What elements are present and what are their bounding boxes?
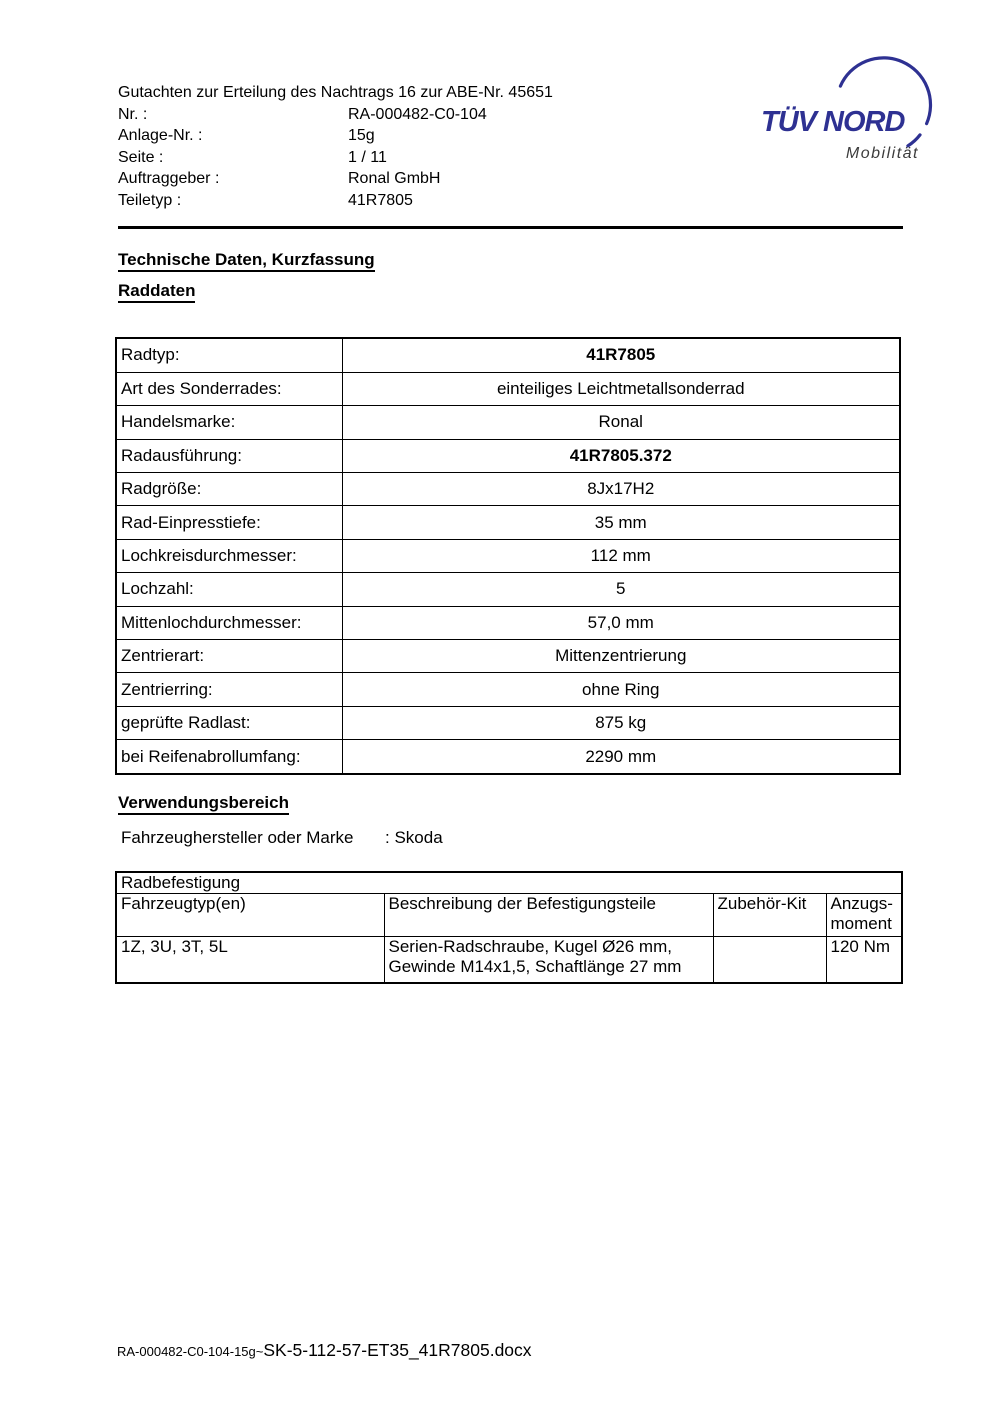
footer-prefix: RA-000482-C0-104-15g~ (117, 1344, 264, 1359)
row-value: 8Jx17H2 (342, 472, 900, 505)
field-value: RA-000482-C0-104 (348, 105, 487, 123)
heading-technische-daten (118, 250, 375, 270)
logo-brand-text: TÜV NORD (761, 106, 905, 138)
row-value: 57,0 mm (342, 606, 900, 639)
cell-line: Serien-Radschraube, Kugel Ø26 mm, (388, 937, 672, 956)
table-row (116, 639, 900, 672)
row-value: 41R7805 (342, 338, 900, 372)
cell-zubehoer (713, 937, 826, 983)
heading-raddaten (118, 281, 195, 301)
row-label: Art des Sonderrades: (116, 372, 342, 405)
header-field-anlage (118, 125, 553, 147)
row-label: Radgröße: (116, 472, 342, 505)
table-row (116, 539, 900, 572)
table-row (116, 573, 900, 606)
header-field-auftraggeber (118, 168, 553, 190)
row-label: Zentrierart: (116, 639, 342, 672)
table-row (116, 506, 900, 539)
header-field-teiletyp (118, 190, 553, 212)
column-header-line: moment (830, 914, 892, 933)
column-header-zubehoer: Zubehör-Kit (713, 894, 826, 937)
row-value: 35 mm (342, 506, 900, 539)
row-value: 2290 mm (342, 740, 900, 774)
heading-text: Verwendungsbereich (118, 793, 289, 815)
row-label: geprüfte Radlast: (116, 706, 342, 739)
field-value: 1 / 11 (348, 148, 387, 166)
manufacturer-label: Fahrzeughersteller oder Marke (121, 828, 354, 847)
row-value: 112 mm (342, 539, 900, 572)
field-value: Ronal GmbH (348, 170, 441, 187)
table-row (116, 472, 900, 505)
cell-anzugsmoment: 120 Nm (826, 937, 902, 983)
radbefestigung-table (115, 871, 903, 984)
row-value: 41R7805.372 (342, 439, 900, 472)
table-header-row (116, 894, 902, 937)
row-label: Lochzahl: (116, 573, 342, 606)
column-header-anzugsmoment (826, 894, 902, 937)
field-label: Auftraggeber : (118, 170, 220, 187)
logo-tagline-text: Mobilität (845, 145, 919, 162)
row-label: bei Reifenabrollumfang: (116, 740, 342, 774)
manufacturer-value: : Skoda (385, 828, 443, 847)
field-label: Teiletyp : (118, 191, 182, 209)
raddaten-table (115, 337, 901, 775)
field-value: 41R7805 (348, 191, 413, 209)
field-label: Nr. : (118, 105, 148, 123)
footer-docname: SK-5-112-57-ET35_41R7805.docx (263, 1340, 532, 1360)
row-label: Handelsmarke: (116, 406, 342, 439)
document-title: Gutachten zur Erteilung des Nachtrags 16 zur ABE-Nr. 45651 (118, 84, 553, 101)
column-header-fahrzeugtyp: Fahrzeugtyp(en) (116, 894, 384, 937)
row-value: Ronal (342, 406, 900, 439)
heading-text: Raddaten (118, 281, 195, 303)
row-value: einteiliges Leichtmetallsonderrad (342, 372, 900, 405)
header-field-seite (118, 147, 553, 169)
row-value: 875 kg (342, 706, 900, 739)
row-label: Radtyp: (116, 338, 342, 372)
table-row (116, 740, 900, 774)
row-value: 5 (342, 573, 900, 606)
cell-fahrzeugtyp: 1Z, 3U, 3T, 5L (116, 937, 384, 983)
table-row (116, 673, 900, 706)
row-label: Lochkreisdurchmesser: (116, 539, 342, 572)
cell-beschreibung (384, 937, 713, 983)
header-divider-rule (118, 226, 903, 229)
document-header (118, 82, 553, 211)
row-value: Mittenzentrierung (342, 639, 900, 672)
table-row (116, 937, 902, 983)
table-row (116, 706, 900, 739)
table-row (116, 606, 900, 639)
footer-filename (117, 1340, 532, 1361)
cell-line: Gewinde M14x1,5, Schaftlänge 27 mm (388, 957, 682, 976)
row-label: Rad-Einpresstiefe: (116, 506, 342, 539)
column-header-beschreibung: Beschreibung der Befestigungsteile (384, 894, 713, 937)
row-label: Zentrierring: (116, 673, 342, 706)
manufacturer-line (121, 828, 443, 848)
table-row (116, 338, 900, 372)
table-title-row (116, 872, 902, 894)
field-value: 15g (348, 127, 375, 144)
header-field-nr (118, 104, 553, 126)
field-label: Seite : (118, 148, 164, 166)
heading-verwendungsbereich (118, 793, 289, 813)
tuev-nord-logo (755, 56, 947, 174)
row-label: Mittenlochdurchmesser: (116, 606, 342, 639)
row-label: Radausführung: (116, 439, 342, 472)
table-row (116, 406, 900, 439)
table-title: Radbefestigung (116, 872, 902, 894)
table-row (116, 439, 900, 472)
heading-text: Technische Daten, Kurzfassung (118, 250, 375, 272)
table-row (116, 372, 900, 405)
column-header-line: Anzugs- (830, 894, 893, 913)
row-value: ohne Ring (342, 673, 900, 706)
field-label: Anlage-Nr. : (118, 127, 203, 144)
